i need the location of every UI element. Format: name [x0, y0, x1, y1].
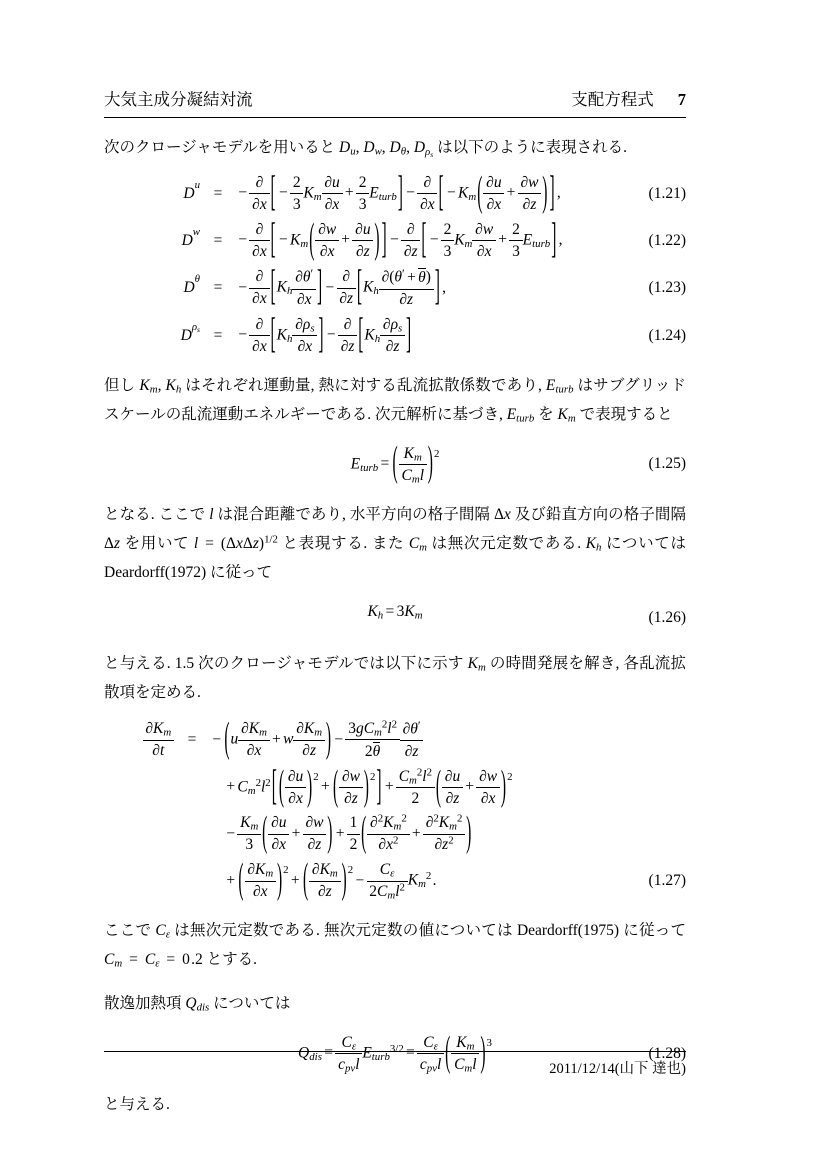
inline-math: $K_m$ — [557, 405, 576, 425]
paragraph — [104, 916, 686, 974]
equation-number: (1.22) — [648, 231, 686, 249]
text-run: , — [355, 139, 364, 156]
equation-row — [130, 856, 686, 903]
equation-relation: = — [213, 279, 223, 297]
paragraph — [104, 989, 686, 1018]
equation-body: $E_{turb}$ = ( $\frac{K_m}{C_ml}$ ) $^2$ — [350, 440, 440, 487]
equation-number: (1.26) — [648, 609, 686, 627]
header-title-left: 大気主成分凝結対流 — [104, 90, 253, 109]
text-run: , — [406, 139, 414, 156]
equation-array — [104, 169, 686, 358]
text-run: を — [534, 405, 558, 423]
equation-lhs: D θ — [183, 273, 200, 297]
inline-math: $C_m$ — [408, 535, 427, 555]
paragraph — [104, 500, 686, 587]
inline-math: $E_{turb}$ — [506, 405, 535, 425]
inline-math: $C_m = C_\varepsilon = 0.2$ — [104, 950, 203, 970]
equation-lhs: $\frac{\partial K_m}{\partial t}$ — [130, 720, 174, 760]
paragraph — [104, 1090, 686, 1119]
inline-math: Δx — [493, 506, 511, 524]
text-run: , — [381, 139, 390, 156]
equation-body: $Q_{dis}$ = $\frac{C_\varepsilon}{c_{pv}l}$ $E_{turb}^{3/2}$ = $\frac{C_\varepsilon}{c_{pv}l}$ ( $\frac{K_m}{C_ml}$ ) $^3$ — [298, 1029, 492, 1076]
equation-rhs: + ( $\frac{\partial K_m}{\partial x}$ ) $^2$+ ( $\frac{\partial K_m}{\partial z}$ ) $^2$− $\frac{C_\varepsilon}{2C_ml^2}$ $K_m^2$. — [226, 856, 437, 903]
header-section-title: 支配方程式 — [571, 90, 654, 109]
equation-number: (1.23) — [648, 279, 686, 297]
paragraph — [104, 371, 686, 429]
equation-relation: = — [213, 326, 223, 344]
text-run: , — [157, 376, 166, 394]
inline-math: $l = (\Delta x\Delta z)^{1/2}$ — [193, 533, 278, 553]
equation-row — [130, 763, 686, 810]
equation-number: (1.25) — [648, 455, 686, 473]
text-run: で表現すると — [575, 405, 673, 423]
text-run: 次のクロージャモデルを用いると — [104, 139, 339, 156]
equation-lhs: D w — [181, 225, 200, 249]
equation-relation: = — [213, 184, 223, 202]
equation-relation: = — [213, 231, 223, 249]
inline-math: $K_h$ — [165, 376, 182, 396]
equation-array — [104, 715, 686, 903]
inline-math: $K_m$ — [139, 376, 158, 396]
equation-row — [156, 263, 686, 310]
text-run: と与える. 1.5 次のクロージャモデルでは以下に示す — [104, 655, 468, 673]
text-run: ここで — [104, 921, 156, 939]
inline-math: $D_\theta$ — [389, 139, 407, 158]
inline-math: $K_m$ — [467, 655, 486, 675]
page-footer — [104, 1051, 686, 1078]
text-run: はサブグリッドスケールの乱流運動エネルギーである. 次元解析に基づき, — [104, 376, 686, 423]
equation-rhs: − $\frac{\partial}{\partial x}$ [ − $K_m$ ( $\frac{\partial w}{\partial x}$ + $\frac{\partial u}{\partial z}$ ) ] − $\frac{\partial}{\partial z}$ [ − $\frac{2}{3}$ $K_m$ $\frac{\partial w}{\partial x}$ + $\frac{2}{3}$ $E_{turb}$ ] , — [238, 216, 563, 263]
display-equation — [104, 440, 686, 487]
text-run: については Deardorff(1972) に従って — [104, 535, 686, 582]
text-run: は無次元定数である. 無次元定数の値については Deardorff(1975) に従って — [170, 921, 686, 939]
equation-rhs: − $\frac{\partial}{\partial x}$ [ $K_h$ $\frac{\partial\theta'}{\partial x}$ ] − $\frac{\partial}{\partial z}$ [ $K_h$ $\frac{\partial(\theta' + \theta)}{\partial z}$ ] , — [238, 263, 446, 310]
text-run: 但し — [104, 376, 140, 394]
equation-row — [130, 810, 686, 856]
text-run: はそれぞれ運動量, 熱に対する乱流拡散係数であり, — [181, 376, 546, 394]
text-run: については — [209, 994, 291, 1012]
text-run: は混合距離であり, 水平方向の格子間隔 — [213, 506, 494, 524]
document-body — [104, 133, 686, 1119]
equation-rhs: − ( u $\frac{\partial K_m}{\partial x}$ + w $\frac{\partial K_m}{\partial z}$ ) − $\frac{3gC_m^2l^2}{2\theta}$ $\frac{\partial\theta'}{\partial z}$ — [210, 719, 423, 760]
inline-math: Δz — [104, 535, 121, 553]
inline-math: $D_{\rho_s}$ — [413, 139, 434, 159]
equation-number: (1.27) — [648, 872, 686, 890]
paragraph — [104, 649, 686, 707]
page-header — [104, 86, 686, 118]
equation-row — [156, 169, 686, 216]
text-run: となる. ここで — [104, 506, 210, 524]
inline-math: $D_w$ — [363, 139, 382, 158]
equation-number: (1.28) — [648, 1044, 686, 1062]
equation-rhs: − $\frac{\partial}{\partial x}$ [ − $\frac{2}{3}$ $K_m$ $\frac{\partial u}{\partial x}$ + $\frac{2}{3}$ $E_{turb}$ ] − $\frac{\partial}{\partial x}$ [ − $K_m$ ( $\frac{\partial u}{\partial x}$ + $\frac{\partial w}{\partial z}$ ) ] , — [238, 169, 561, 216]
equation-lhs: D u — [183, 178, 200, 202]
page-number: 7 — [677, 90, 686, 109]
footer-credit: 2011/12/14(山下 達也) — [549, 1061, 686, 1077]
equation-number: (1.21) — [648, 184, 686, 202]
text-run: と表現する. また — [277, 535, 409, 553]
display-equation — [104, 603, 686, 633]
inline-math: $C_\varepsilon$ — [155, 921, 171, 941]
equation-row — [156, 216, 686, 263]
equation-relation: = — [187, 731, 197, 749]
equation-number: (1.24) — [648, 326, 686, 344]
text-run: を用いて — [120, 535, 194, 553]
text-run: とする. — [202, 950, 257, 968]
equation-rhs: + $C_m^2l^2$ [ ( $\frac{\partial u}{\partial x}$ ) $^2$+ ( $\frac{\partial w}{\partial z}$ ) $^2$ ] + $\frac{C_m^2l^2}{2}$ ( $\frac{\partial u}{\partial z}$ + $\frac{\partial w}{\partial x}$ ) $^2$ — [226, 763, 513, 810]
text-run: 及び鉛直方向の格子間隔 — [510, 506, 686, 524]
text-run: は無次元定数である. — [427, 535, 586, 553]
inline-math: $E_{turb}$ — [545, 376, 574, 396]
text-run: と与える. — [104, 1095, 170, 1113]
equation-lhs: D $\rho_s$ — [180, 320, 200, 344]
equation-body: $K_h = 3K_m$ — [367, 603, 423, 623]
equation-row — [130, 715, 686, 762]
inline-math: $K_h$ — [585, 535, 602, 555]
text-run: は以下のように表現される. — [433, 139, 627, 156]
inline-math: $D_u$ — [338, 139, 356, 158]
inline-math: l — [209, 506, 214, 524]
text-run: 散逸加熱項 — [104, 994, 186, 1012]
equation-rhs: − $\frac{\partial}{\partial x}$ [ $K_h$ $\frac{\partial\rho_s}{\partial x}$ ] − $\frac{\partial}{\partial z}$ [ $K_h$ $\frac{\partial\rho_s}{\partial z}$ ] — [238, 311, 412, 358]
paragraph — [104, 133, 686, 162]
equation-row — [156, 311, 686, 358]
inline-math: $Q_{dis}$ — [185, 994, 210, 1014]
equation-rhs: − $\frac{K_m}{3}$ ( $\frac{\partial u}{\partial x}$ + $\frac{\partial w}{\partial z}$ ) + $\frac{1}{2}$ ( $\frac{\partial^2K_m^2}{\partial x^2}$ + $\frac{\partial^2K_m^2}{\partial z^2}$ ) — [226, 810, 472, 856]
text-run: の時間発展を解き, 各乱流拡散項を定める. — [104, 655, 686, 702]
